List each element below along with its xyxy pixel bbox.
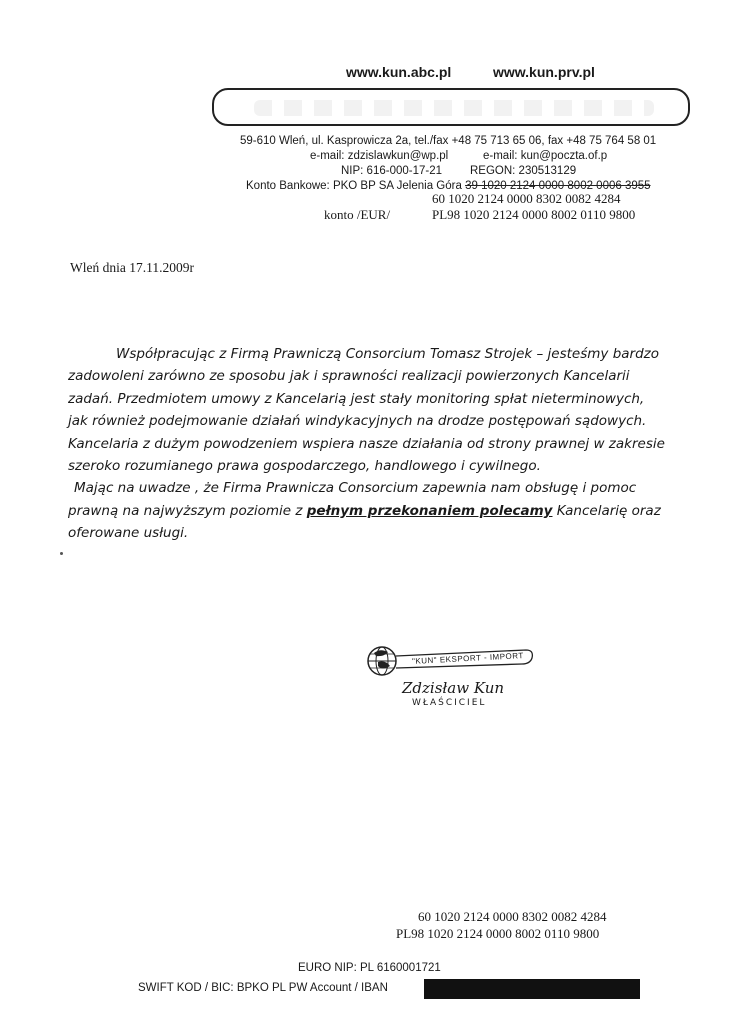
- letter-date: Wleń dnia 17.11.2009r: [70, 260, 194, 275]
- signatory-name: Zdzisław Kun: [402, 679, 505, 697]
- paragraph-2: [68, 477, 668, 544]
- paragraph-1: Współpracując z Firmą Prawniczą Consorcium Tomasz Strojek – jesteśmy bardzo zadowoleni zarówno ze sposobu jak i sprawności realizacji powierzonych Kancelarii zadań. Przedmiotem umowy z Kancelarią jest stały monitoring spłat nieterminowych, jak również podejmowanie działań windykacyjnych na drodze postępowań sądowych. Kancelaria z dużym powodzeniem wspiera nasze działania od strony prawnej w zakresie szeroko rozumianego prawa gospodarczego, handlowego i cywilnego.: [68, 346, 665, 475]
- struck-account-number: 39 1020 2124 0000 8002 0006 3955: [465, 180, 651, 192]
- website-1: www.kun.abc.pl: [346, 64, 452, 80]
- scan-speck: [60, 552, 63, 555]
- footer-account-eur: PL98 1020 2124 0000 8002 0110 9800: [396, 926, 600, 941]
- euro-nip: EURO NIP: PL 6160001721: [298, 962, 441, 974]
- signatory-title: WŁAŚCICIEL: [412, 698, 487, 708]
- bank-name: Konto Bankowe: PKO BP SA Jelenia Góra: [246, 180, 462, 192]
- paragraph-2-emphasis: pełnym przekonaniem polecamy: [306, 502, 553, 519]
- regon-number: REGON: 230513129: [470, 165, 577, 177]
- typed-account-eur: PL98 1020 2124 0000 8002 0110 9800: [432, 207, 636, 222]
- faded-banner-text: [254, 100, 654, 116]
- letterhead-banner: [212, 88, 690, 126]
- email-primary: e-mail: zdzislawkun@wp.pl: [310, 150, 449, 162]
- stamp-text: "KUN" EKSPORT - IMPORT: [411, 651, 524, 666]
- typed-account-pln: 60 1020 2124 0000 8302 0082 4284: [432, 191, 621, 206]
- letter-body: [68, 343, 668, 545]
- website-2: www.kun.prv.pl: [493, 64, 595, 80]
- redacted-iban: [424, 979, 640, 999]
- konto-eur-label: konto /EUR/: [324, 207, 391, 222]
- paragraph-2-start: Mając na uwadze , że Firma Prawnicza Consorcium zapewnia nam obsługę i pomoc prawną na najwyższym poziomie z: [68, 480, 637, 519]
- nip-number: NIP: 616-000-17-21: [341, 165, 443, 177]
- footer-account-pln: 60 1020 2124 0000 8302 0082 4284: [418, 909, 607, 924]
- paragraph-2-end: Kancelarię oraz oferowane usługi.: [68, 502, 661, 542]
- swift-line: SWIFT KOD / BIC: BPKO PL PW Account / IBAN: [138, 982, 388, 994]
- email-secondary: e-mail: kun@poczta.of.p: [483, 150, 608, 162]
- company-stamp: [366, 644, 536, 678]
- address-line: 59-610 Wleń, ul. Kasprowicza 2a, tel./fax +48 75 713 65 06, fax +48 75 764 58 01: [240, 135, 657, 147]
